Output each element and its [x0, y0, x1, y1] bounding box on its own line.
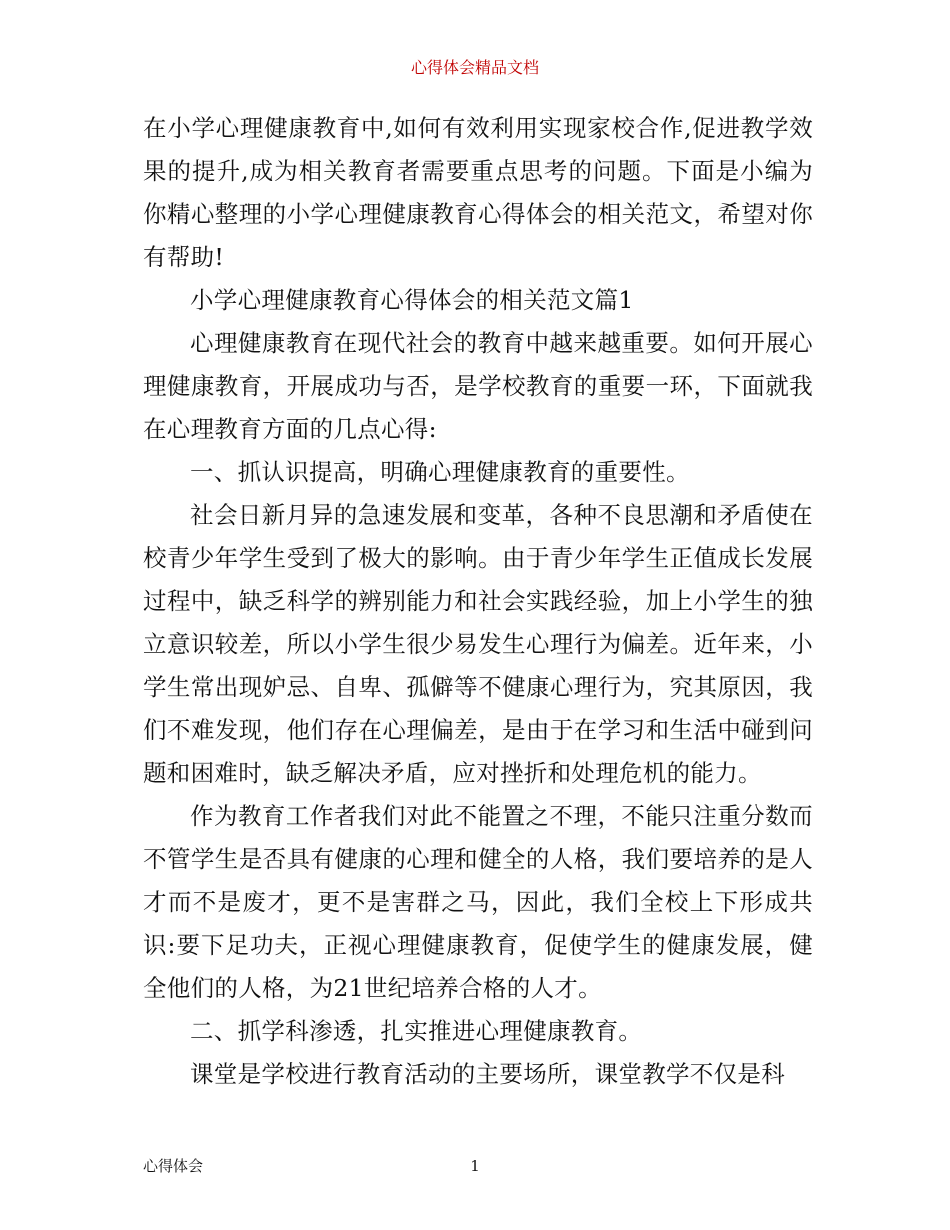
body-paragraph: 社会日新月异的急速发展和变革，各种不良思潮和矛盾使在校青少年学生受到了极大的影响。由于青少年学生正值成长发展过程中，缺乏科学的辨别能力和社会实践经验，加上小学生的独立意识较差，所以小学生很少易发生心理行为偏差。近年来，小学生常出现妒忌、自卑、孤僻等不健康心理行为，究其原因，我们不难发现，他们存在心理偏差，是由于在学习和生活中碰到问题和困难时，缺乏解决矛盾，应对挫折和处理危机的能力。 [143, 501, 813, 787]
page-header-title: 心得体会精品文档 [410, 58, 539, 77]
section-heading: 二、抓学科渗透，扎实推进心理健康教育。 [190, 1017, 643, 1045]
intro-paragraph: 在小学心理健康教育中,如何有效利用实现家校合作,促进教学效果的提升,成为相关教育者需要重点思考的问题。下面是小编为你精心整理的小学心理健康教育心得体会的相关范文，希望对你有帮助! [143, 114, 813, 271]
section-title: 小学心理健康教育心得体会的相关范文篇1 [190, 286, 634, 314]
section-heading: 一、抓认识提高，明确心理健康教育的重要性。 [190, 458, 690, 486]
body-paragraph: 作为教育工作者我们对此不能置之不理，不能只注重分数而不管学生是否具有健康的心理和健全的人格，我们要培养的是人才而不是废才，更不是害群之马，因此，我们全校上下形成共识:要下足功夫，正视心理健康教育，促使学生的健康发展，健全他们的人格，为21世纪培养合格的人才。 [143, 802, 813, 1002]
body-paragraph: 课堂是学校进行教育活动的主要场所，课堂教学不仅是科 [190, 1060, 785, 1088]
document-body [143, 107, 813, 1096]
page-number: 1 [470, 1157, 480, 1175]
footer-label: 心得体会 [143, 1157, 204, 1175]
body-paragraph: 心理健康教育在现代社会的教育中越来越重要。如何开展心理健康教育，开展成功与否，是学校教育的重要一环，下面就我在心理教育方面的几点心得: [143, 329, 813, 443]
